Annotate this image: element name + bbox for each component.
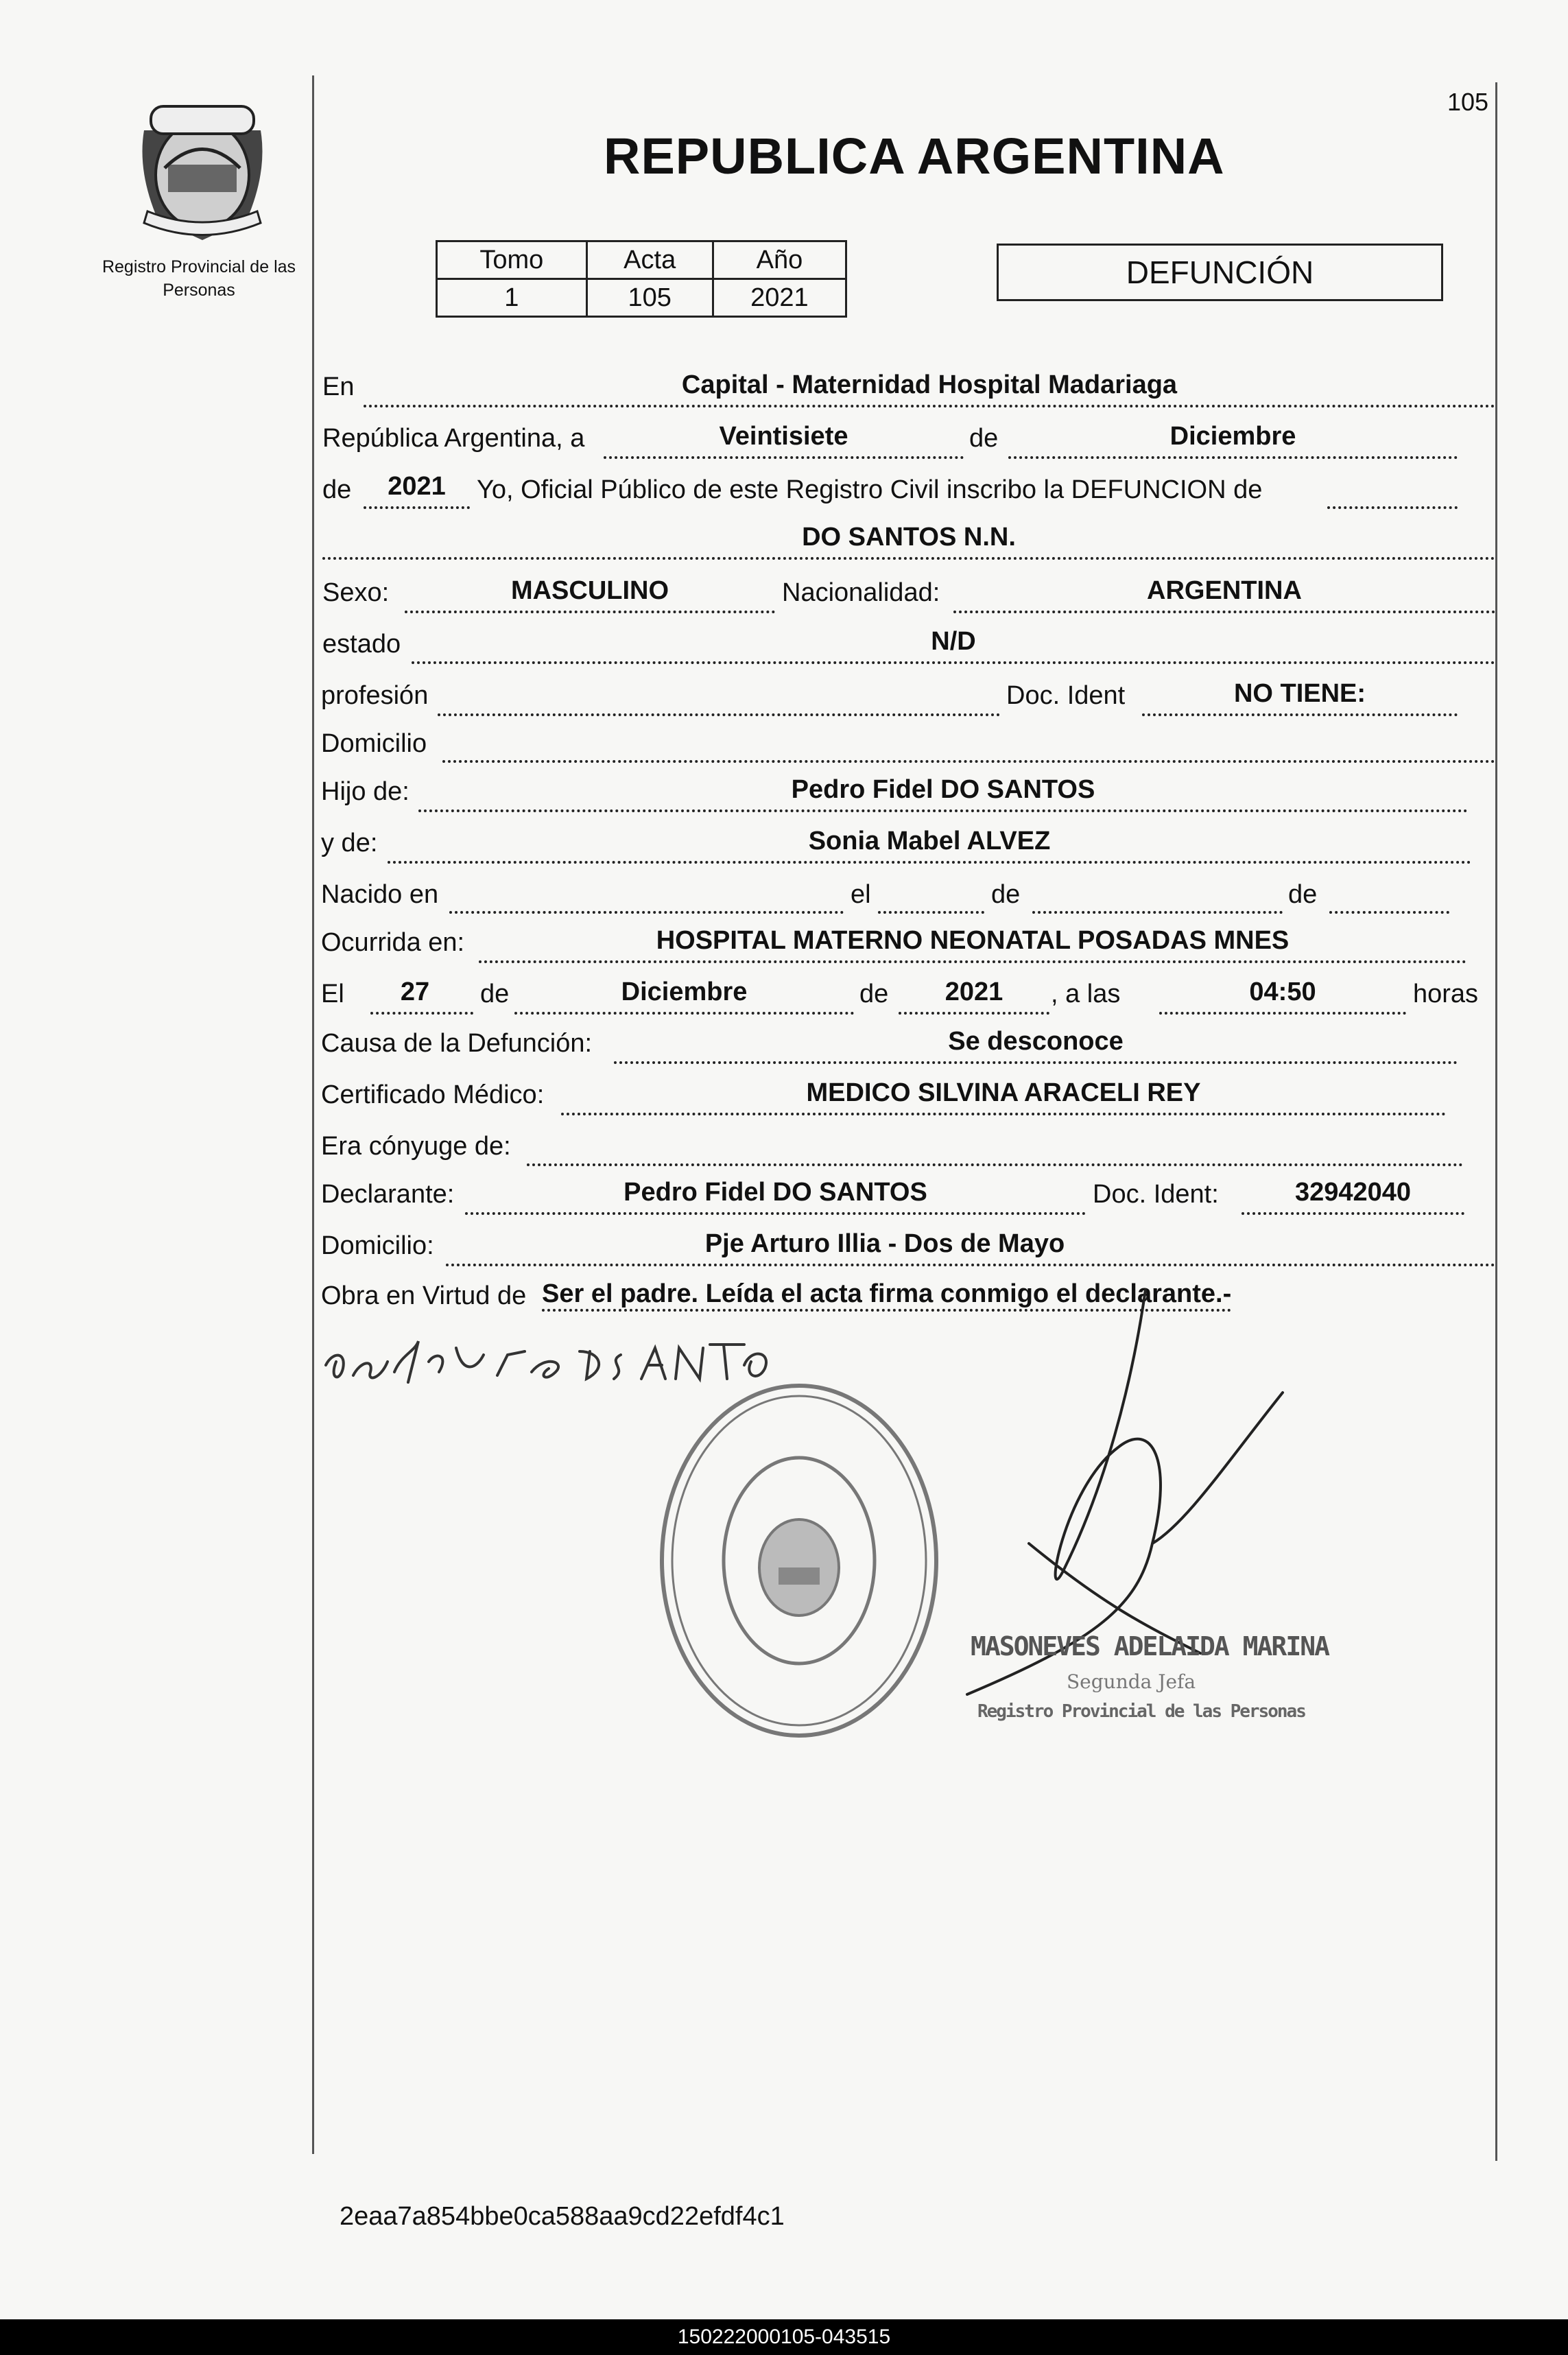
nacido-de2-label: de bbox=[1288, 880, 1318, 909]
record-table-value-row bbox=[437, 279, 846, 317]
year-value: 2021 bbox=[388, 472, 446, 501]
nacido-day-line bbox=[878, 911, 984, 914]
el-de-label: de bbox=[480, 980, 510, 1008]
domicilio2-value: Pje Arturo Illia - Dos de Mayo bbox=[704, 1229, 1065, 1258]
estado-label: estado bbox=[322, 630, 401, 659]
death-year-value: 2021 bbox=[945, 978, 1003, 1006]
record-table-header: Tomo bbox=[437, 241, 587, 279]
conyuge-line bbox=[527, 1163, 1463, 1166]
causa-line bbox=[614, 1061, 1458, 1064]
stamp-official-role: Segunda Jefa bbox=[1067, 1670, 1196, 1693]
doc-ident2-value: 32942040 bbox=[1294, 1178, 1412, 1207]
record-table-header-row bbox=[437, 241, 846, 279]
declarante-value: Pedro Fidel DO SANTOS bbox=[623, 1178, 927, 1207]
page-title: REPUBLICA ARGENTINA bbox=[604, 128, 1225, 185]
nacionalidad-line bbox=[953, 611, 1495, 613]
left-border-line bbox=[312, 75, 314, 2154]
sexo-label: Sexo: bbox=[322, 578, 390, 607]
profesion-line bbox=[438, 713, 1000, 716]
el-label: El bbox=[321, 980, 344, 1008]
right-border-line bbox=[1495, 82, 1497, 2161]
yde-label: y de: bbox=[321, 829, 378, 857]
causa-value: Se desconoce bbox=[948, 1027, 1124, 1056]
death-year-line bbox=[899, 1012, 1049, 1015]
certificado-value: MEDICO SILVINA ARACELI REY bbox=[806, 1078, 1201, 1107]
en-line bbox=[364, 405, 1495, 407]
hijo-label: Hijo de: bbox=[321, 777, 409, 806]
registry-name: Registro Provincial de las Personas bbox=[102, 257, 296, 300]
ocurrida-line bbox=[479, 960, 1466, 963]
de-year-label: de bbox=[322, 475, 352, 504]
death-month-value: Diciembre bbox=[621, 978, 748, 1006]
en-label: En bbox=[322, 372, 355, 401]
hijo-value: Pedro Fidel DO SANTOS bbox=[791, 775, 1095, 804]
profesion-label: profesión bbox=[321, 681, 429, 710]
obra-label: Obra en Virtud de bbox=[321, 1281, 527, 1310]
sexo-value: MASCULINO bbox=[510, 576, 669, 605]
certificado-line bbox=[561, 1113, 1446, 1115]
estado-line bbox=[412, 661, 1495, 664]
death-day-line bbox=[370, 1012, 473, 1015]
domicilio2-label: Domicilio: bbox=[321, 1231, 434, 1260]
domicilio-line bbox=[442, 760, 1495, 763]
year-line bbox=[364, 506, 470, 509]
ocurrida-value: HOSPITAL MATERNO NEONATAL POSADAS MNES bbox=[656, 926, 1290, 955]
doc-ident2-line bbox=[1242, 1212, 1464, 1215]
death-time-value: 04:50 bbox=[1249, 978, 1316, 1006]
document-hash: 2eaa7a854bbe0ca588aa9cd22efdf4c1 bbox=[340, 2202, 785, 2231]
ocurrida-label: Ocurrida en: bbox=[321, 928, 465, 957]
nacionalidad-label: Nacionalidad: bbox=[782, 578, 940, 607]
nacido-line bbox=[449, 911, 844, 914]
republica-label: República Argentina, a bbox=[322, 424, 585, 453]
day-words-value: Veintisiete bbox=[719, 422, 848, 451]
record-table-cell: 2021 bbox=[713, 279, 846, 317]
month-line bbox=[1008, 456, 1458, 459]
doc-ident-value: NO TIENE: bbox=[1233, 679, 1366, 708]
nacido-de-label: de bbox=[991, 880, 1021, 909]
declarante-line bbox=[465, 1212, 1086, 1215]
record-table-cell: 105 bbox=[586, 279, 713, 317]
yde-line bbox=[388, 861, 1471, 864]
nacionalidad-value: ARGENTINA bbox=[1147, 576, 1302, 605]
doc-ident2-label: Doc. Ident: bbox=[1093, 1180, 1219, 1209]
hijo-line bbox=[418, 809, 1468, 812]
nacido-label: Nacido en bbox=[321, 880, 439, 909]
doc-ident-line bbox=[1142, 713, 1458, 716]
yo-text: Yo, Oficial Público de este Registro Civil inscribo la DEFUNCION de bbox=[477, 475, 1263, 504]
record-table-header: Acta bbox=[586, 241, 713, 279]
alas-label: , a las bbox=[1051, 980, 1121, 1008]
deceased-line bbox=[322, 557, 1495, 560]
en-value: Capital - Maternidad Hospital Madariaga bbox=[681, 370, 1178, 399]
deceased-name: DO SANTOS N.N. bbox=[802, 523, 1016, 552]
page-number: 105 bbox=[1447, 88, 1489, 116]
stamp-official-name: MASONEVES ADELAIDA MARINA bbox=[971, 1631, 1329, 1661]
horas-label: horas bbox=[1413, 980, 1479, 1008]
month-value: Diciembre bbox=[1169, 422, 1296, 451]
yde-value: Sonia Mabel ALVEZ bbox=[808, 827, 1051, 855]
obra-value: Ser el padre. Leída el acta firma conmigo el declarante.- bbox=[542, 1279, 1231, 1312]
record-table-header: Año bbox=[713, 241, 846, 279]
el-de2-label: de bbox=[859, 980, 889, 1008]
death-time-line bbox=[1159, 1012, 1406, 1015]
yo-trailing-line bbox=[1327, 506, 1458, 509]
stamp-official-office: Registro Provincial de las Personas bbox=[977, 1701, 1305, 1722]
domicilio-label: Domicilio bbox=[321, 729, 427, 758]
footer-id-bar: 150222000105-043515 bbox=[0, 2319, 1568, 2355]
province-emblem bbox=[130, 89, 274, 244]
nacido-el-label: el bbox=[851, 880, 871, 909]
record-table bbox=[436, 240, 847, 318]
de-label: de bbox=[969, 424, 999, 453]
causa-label: Causa de la Defunción: bbox=[321, 1029, 593, 1058]
nacido-month-line bbox=[1032, 911, 1283, 914]
record-table-cell: 1 bbox=[437, 279, 587, 317]
doc-ident-label: Doc. Ident bbox=[1006, 681, 1126, 710]
nacido-year-line bbox=[1329, 911, 1449, 914]
death-month-line bbox=[514, 1012, 854, 1015]
death-day-value: 27 bbox=[400, 978, 430, 1006]
domicilio2-line bbox=[446, 1264, 1495, 1266]
estado-value: N/D bbox=[931, 627, 976, 656]
document-type-box: DEFUNCIÓN bbox=[997, 244, 1443, 301]
declarante-label: Declarante: bbox=[321, 1180, 455, 1209]
sexo-line bbox=[405, 611, 775, 613]
day-line bbox=[604, 456, 964, 459]
certificado-label: Certificado Médico: bbox=[321, 1080, 545, 1109]
conyuge-label: Era cónyuge de: bbox=[321, 1132, 511, 1161]
